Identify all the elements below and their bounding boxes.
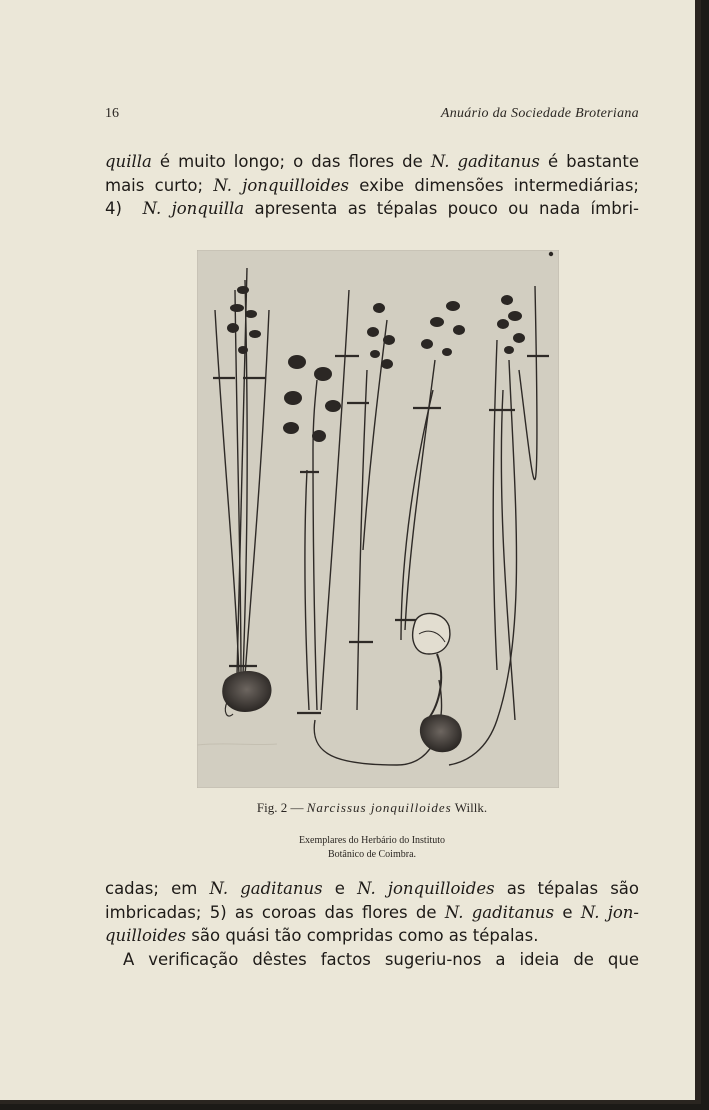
top-paragraph [105, 150, 639, 221]
sub-caption-line-1: Exemplares do Herbário do Instituto [298, 835, 446, 846]
herbarium-specimen-illustration [197, 250, 559, 788]
bottom-paragraph [105, 877, 639, 971]
top-line-1: quilla é muito longo; o das flores de N. gaditanus é bastante [105, 152, 639, 171]
figure-sub-caption [105, 834, 639, 862]
top-line-2: mais curto; N. jonquilloides exibe dimensões intermediárias; [105, 175, 639, 195]
bottom-line-1: cadas; em N. gaditanus e N. jonquilloides as tépalas são [105, 879, 639, 898]
specimen-4-bulb [413, 613, 450, 654]
herbarium-plate [197, 250, 559, 788]
bottom-line-3: quilloides são quási tão compridas como as tépalas. [105, 926, 539, 945]
top-line-3: 4) N. jonquilla apresenta as tépalas pouco ou nada ímbri- [105, 199, 639, 218]
journal-title: Anuário da Sociedade Broteriana [440, 106, 639, 121]
bottom-line-2: imbricadas; 5) as coroas das flores de N. gaditanus e N. jon- [105, 902, 639, 922]
sub-caption-line-2: Botânico de Coimbra. [327, 849, 417, 860]
bottom-line-4: A verificação dêstes factos sugeriu-nos a ideia de que [123, 949, 639, 969]
page-number: 16 [105, 106, 119, 121]
figure-caption: Fig. 2 — Narcissus jonquilloides Willk. [256, 800, 488, 815]
